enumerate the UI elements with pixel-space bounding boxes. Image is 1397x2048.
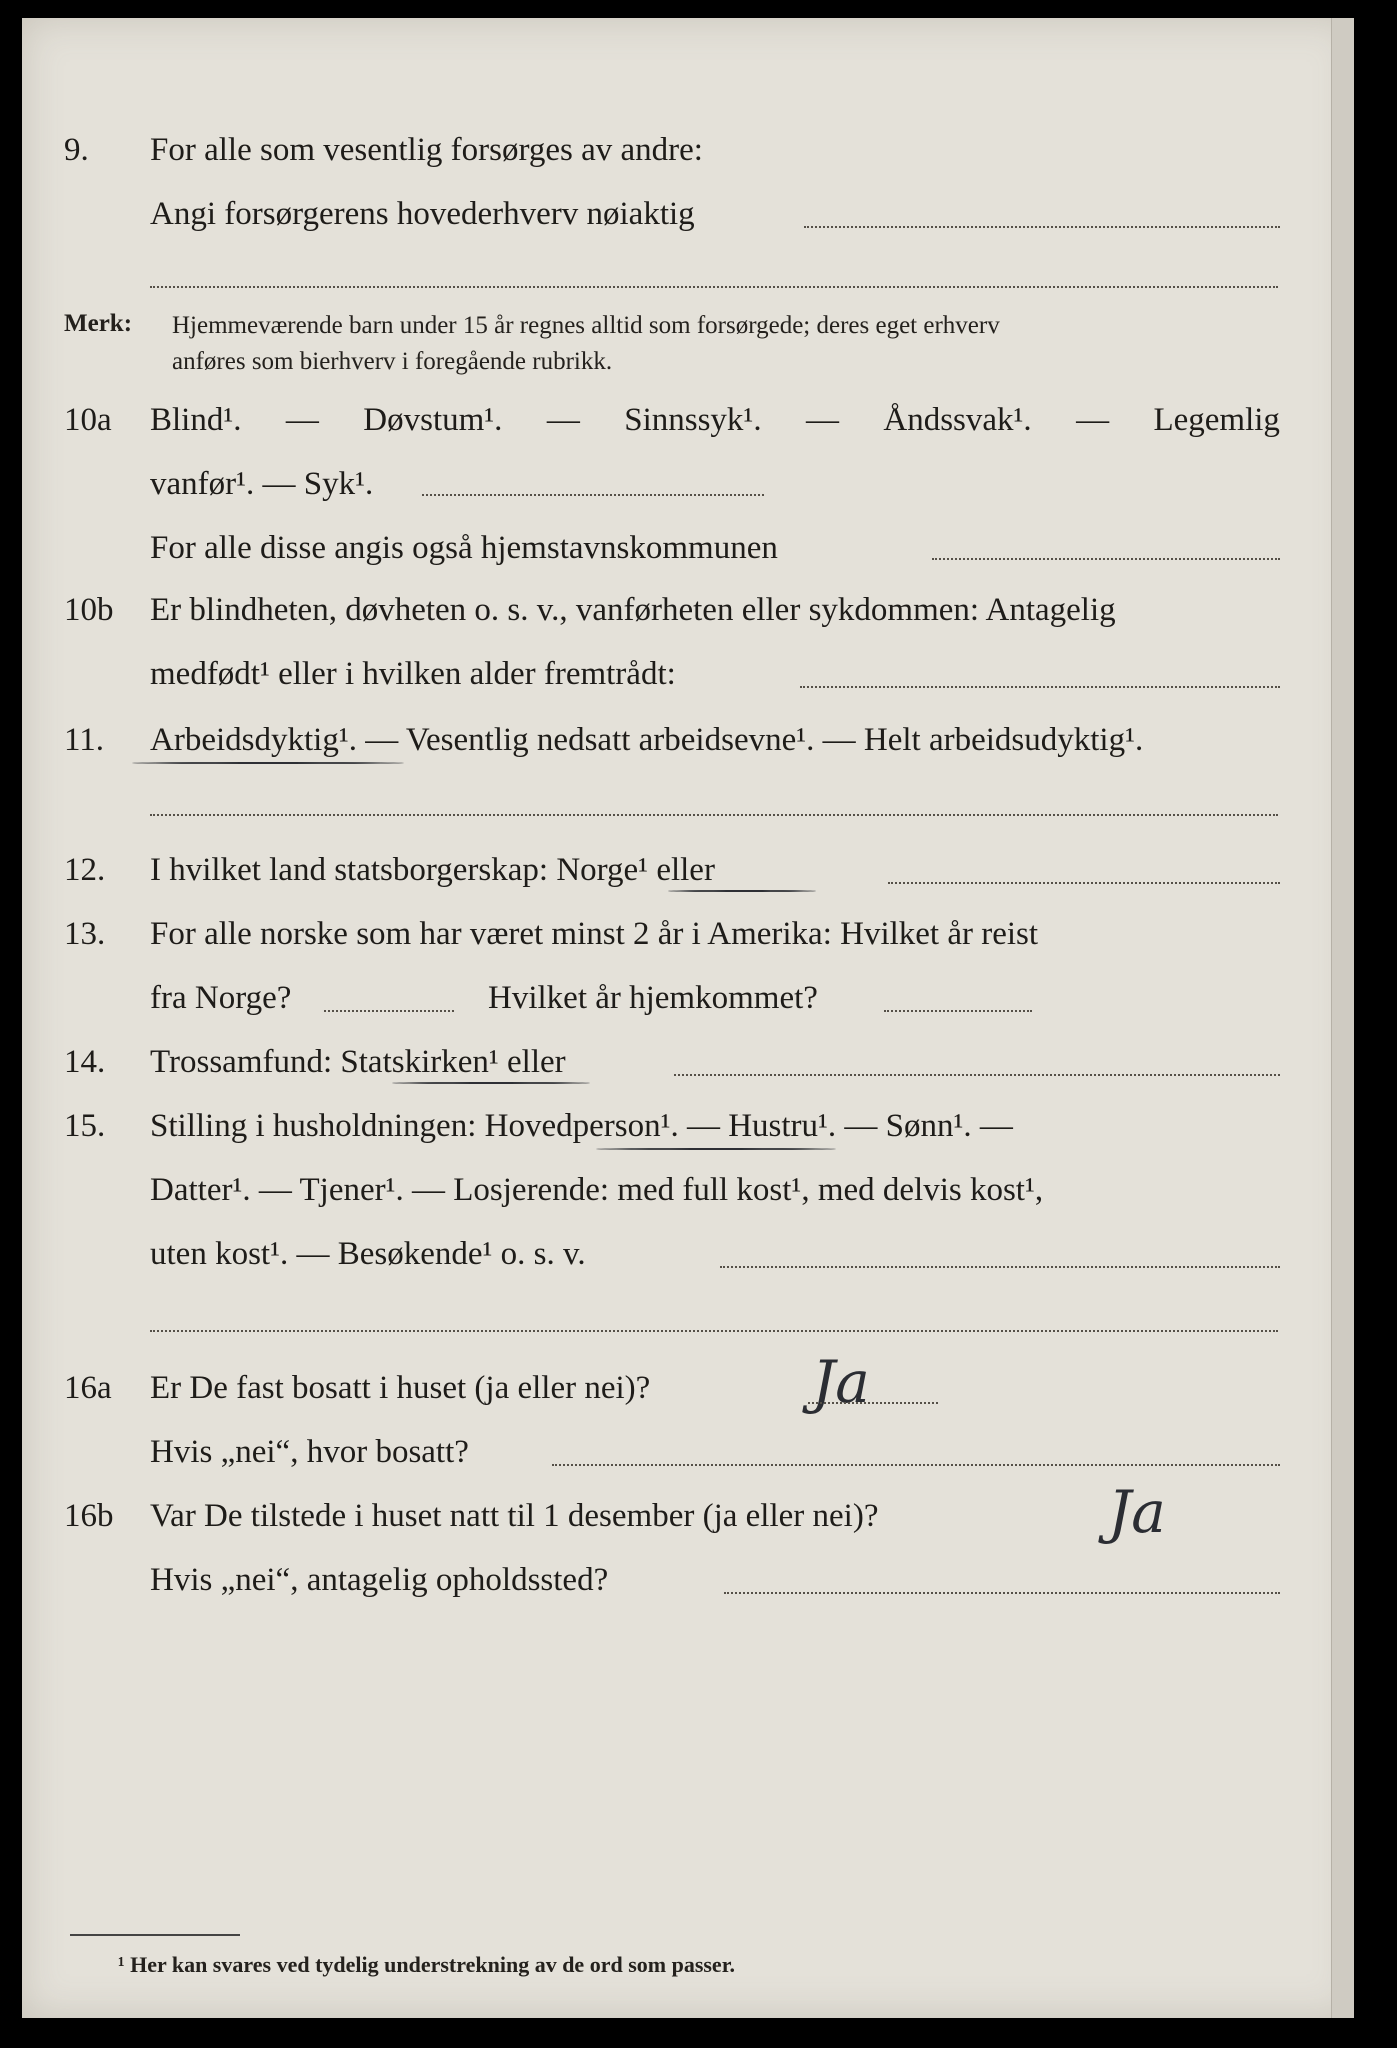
- answer-line-13a: [324, 1010, 454, 1012]
- item-text: Arbeidsdyktig¹. — Vesentlig nedsatt arbeidsevne¹. — Helt arbeidsudyktig¹.: [150, 722, 1144, 758]
- item-text: For alle norske som har været minst 2 år i Amerika: Hvilket år reist: [150, 916, 1039, 952]
- item-text: Hvis „nei“, antagelig opholdssted?: [150, 1562, 609, 1598]
- item-number: 15.: [64, 1108, 106, 1144]
- pen-underline-hovedperson: [596, 1148, 836, 1150]
- item-number: 10a: [64, 402, 112, 438]
- item-number: 16b: [64, 1498, 114, 1534]
- item-number: 9.: [64, 132, 89, 168]
- note-line2: anføres som bierhverv i foregående rubrikk.: [172, 348, 613, 375]
- item-number: 11.: [64, 722, 105, 758]
- item-text: medfødt¹ eller i hvilken alder fremtrådt:: [150, 656, 676, 692]
- item-text: Er De fast bosatt i huset (ja eller nei)?: [150, 1370, 651, 1406]
- item-options: [150, 400, 1280, 440]
- option-legemlig: Legemlig: [1153, 402, 1280, 438]
- answer-line-16b: [724, 1592, 1280, 1594]
- handwritten-answer-16a: Ja: [812, 1348, 870, 1416]
- option-blind: Blind¹.: [150, 402, 242, 438]
- answer-line-10b: [800, 686, 1280, 688]
- pen-underline-arbeidsdyktig: [132, 762, 404, 764]
- answer-line-9a: [804, 226, 1280, 228]
- answer-line-13b: [884, 1010, 1032, 1012]
- item-text: vanfør¹. — Syk¹.: [150, 466, 374, 502]
- census-form-page: [22, 18, 1354, 2018]
- answer-line-12: [888, 882, 1280, 884]
- answer-line-14: [674, 1074, 1280, 1076]
- answer-line-10a: [422, 494, 764, 496]
- item-text: Hvis „nei“, hvor bosatt?: [150, 1434, 469, 1470]
- item-text: Datter¹. — Tjener¹. — Losjerende: med full kost¹, med delvis kost¹,: [150, 1172, 1044, 1208]
- dash: —: [546, 402, 580, 438]
- dash: —: [1076, 402, 1110, 438]
- pen-underline-statskirken: [392, 1082, 590, 1084]
- item-number: 14.: [64, 1044, 106, 1080]
- item-text: Angi forsørgerens hovederhverv nøiaktig: [150, 196, 695, 232]
- footnote-rule: [70, 1934, 240, 1936]
- pen-underline-norge: [668, 890, 816, 892]
- answer-line-15b: [150, 1330, 1278, 1332]
- answer-line-9b: [150, 286, 1278, 288]
- item-number: 12.: [64, 852, 106, 888]
- item-text: Er blindheten, døvheten o. s. v., vanførheten eller sykdommen: Antagelig: [150, 592, 1116, 628]
- item-text: Var De tilstede i huset natt til 1 desember (ja eller nei)?: [150, 1498, 879, 1534]
- item-text: Trossamfund: Statskirken¹ eller: [150, 1044, 566, 1080]
- item-text: Hvilket år hjemkommet?: [488, 980, 818, 1016]
- dash: —: [805, 402, 839, 438]
- option-sinnssyk: Sinnssyk¹.: [624, 402, 762, 438]
- option-andssvak: Åndssvak¹.: [883, 402, 1032, 438]
- handwritten-answer-16b: Ja: [1108, 1478, 1166, 1546]
- answer-line-11: [150, 814, 1278, 816]
- item-text: I hvilket land statsborgerskap: Norge¹ eller: [150, 852, 715, 888]
- dash: —: [285, 402, 319, 438]
- page-edge-strip: [1331, 18, 1354, 2018]
- answer-line-16a-where: [552, 1464, 1280, 1466]
- note-label: Merk:: [64, 310, 133, 337]
- item-text: For alle som vesentlig forsørges av andre:: [150, 132, 703, 168]
- footnote: ¹ Her kan svares ved tydelig understrekning av de ord som passer.: [118, 1952, 735, 1977]
- item-number: 10b: [64, 592, 114, 628]
- answer-line-15a: [720, 1266, 1280, 1268]
- item-text: For alle disse angis også hjemstavnskommunen: [150, 530, 778, 566]
- option-dovstum: Døvstum¹.: [363, 402, 503, 438]
- item-text: uten kost¹. — Besøkende¹ o. s. v.: [150, 1236, 586, 1272]
- item-text: Stilling i husholdningen: Hovedperson¹. — Hustru¹. — Sønn¹. —: [150, 1108, 1013, 1144]
- note-line1: Hjemmeværende barn under 15 år regnes alltid som forsørgede; deres eget erhverv: [172, 312, 1000, 339]
- item-number: 13.: [64, 916, 106, 952]
- item-text: fra Norge?: [150, 980, 292, 1016]
- answer-line-16a: [808, 1402, 938, 1404]
- item-number: 16a: [64, 1370, 112, 1406]
- answer-line-10a-home: [932, 558, 1280, 560]
